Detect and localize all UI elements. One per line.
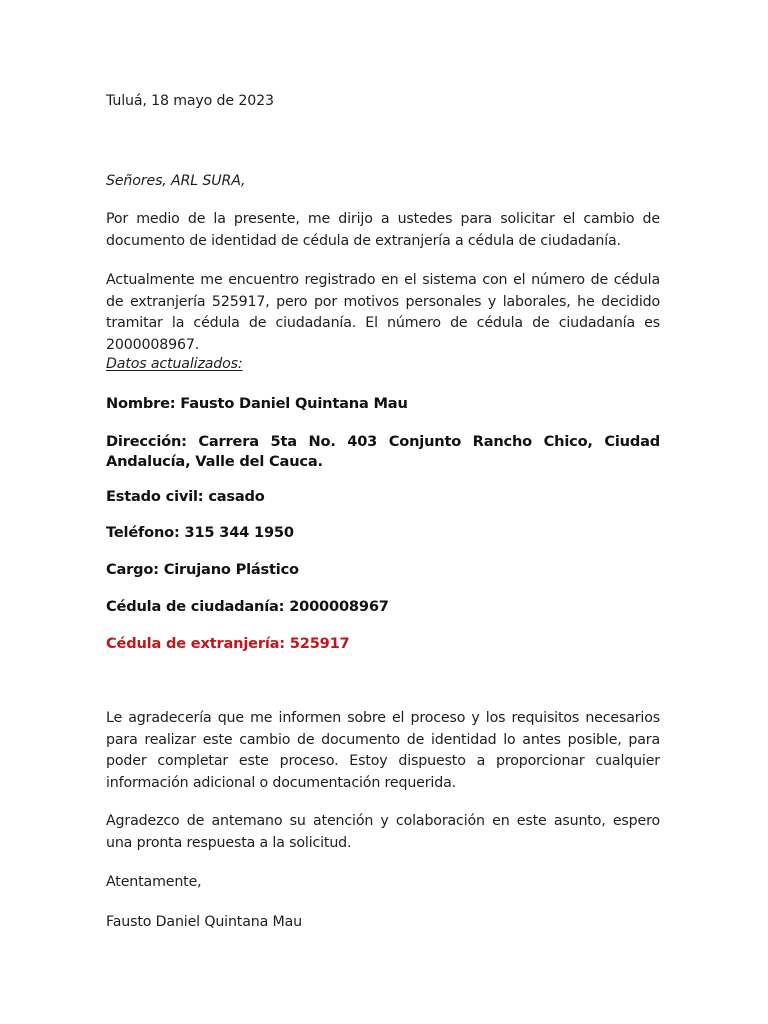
thanks-paragraph: Agradezco de antemano su atención y colaboración en este asunto, espero una pronta respuesta a la solicitud. xyxy=(106,813,660,851)
field-cedula-ciudadania: Cédula de ciudadanía: 2000008967 xyxy=(106,598,389,615)
field-estado-civil: Estado civil: casado xyxy=(106,488,265,505)
closing: Atentamente, xyxy=(106,874,202,890)
letter-body xyxy=(106,0,660,1024)
field-direccion: Dirección: Carrera 5ta No. 403 Conjunto Rancho Chico, Ciudad Andalucía, Valle del Cauca. xyxy=(106,433,660,470)
section-heading: Datos actualizados: xyxy=(106,356,243,372)
registration-paragraph: Actualmente me encuentro registrado en el sistema con el número de cédula de extranjería 525917, pero por motivos personales y laborales, he decidido tramitar la cédula de ciudadanía. El número de cédula de ciudadanía es 2000008967. xyxy=(106,272,660,353)
date-line: Tuluá, 18 mayo de 2023 xyxy=(106,93,274,109)
field-telefono: Teléfono: 315 344 1950 xyxy=(106,524,294,541)
intro-paragraph: Por medio de la presente, me dirijo a ustedes para solicitar el cambio de documento de identidad de cédula de extranjería a cédula de ciudadanía. xyxy=(106,211,660,249)
request-paragraph: Le agradecería que me informen sobre el proceso y los requisitos necesarios para realizar este cambio de documento de identidad lo antes posible, para poder completar este proceso. Estoy dispuesto a proporcionar cualquier información adicional o documentación requerida. xyxy=(106,710,660,791)
field-cedula-extranjeria: Cédula de extranjería: 525917 xyxy=(106,635,350,652)
field-nombre: Nombre: Fausto Daniel Quintana Mau xyxy=(106,395,408,412)
field-cargo: Cargo: Cirujano Plástico xyxy=(106,561,299,578)
signature-name: Fausto Daniel Quintana Mau xyxy=(106,914,302,930)
salutation: Señores, ARL SURA, xyxy=(106,173,246,189)
